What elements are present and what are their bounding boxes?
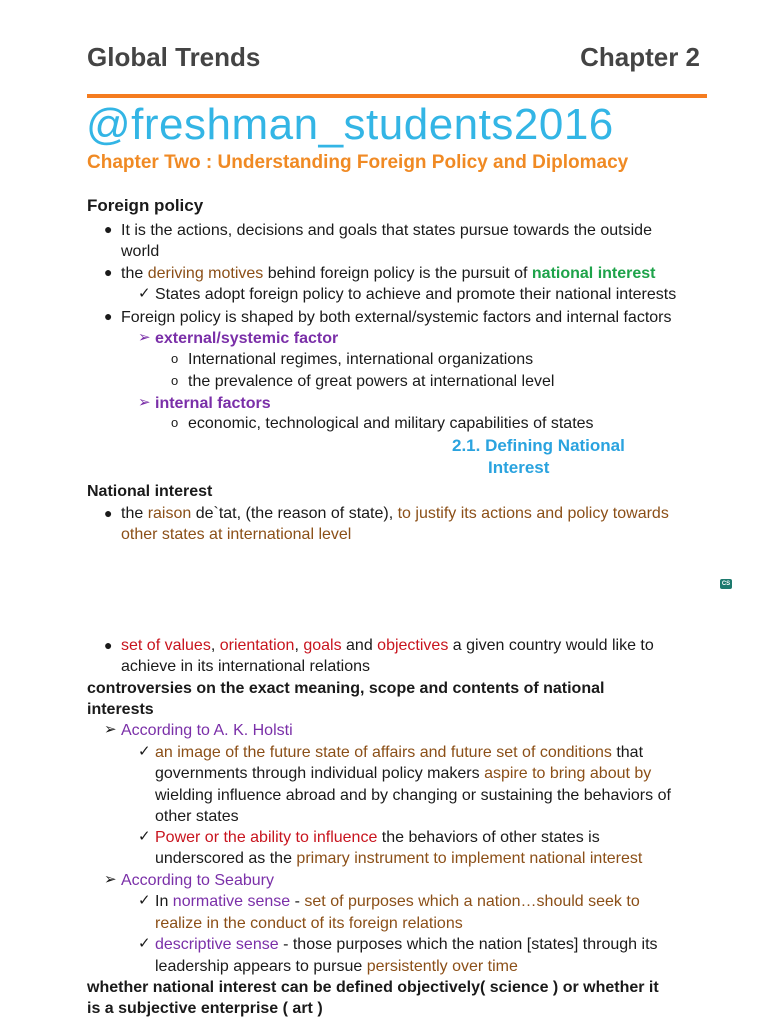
text-deriving-motives: deriving motives xyxy=(147,265,264,282)
text: the behaviors of other states is xyxy=(377,829,600,846)
sub-item xyxy=(155,934,658,955)
text: the xyxy=(121,505,148,522)
header-rule xyxy=(87,94,707,98)
scanner-logo: CS xyxy=(721,581,731,587)
text: a given country would like to xyxy=(448,637,654,654)
heading-controversies-cont: interests xyxy=(87,701,154,718)
text-objectives: objectives xyxy=(377,637,449,654)
sub-item-cont xyxy=(155,956,518,977)
bullet-icon: ● xyxy=(104,221,113,237)
list-item xyxy=(121,635,654,656)
header-title: Global Trends xyxy=(87,42,261,72)
list-item-cont: other states at international level xyxy=(121,526,352,543)
text: , xyxy=(294,637,304,654)
text: behind foreign policy is the pursuit of xyxy=(263,265,532,282)
text: an image of the future state of affairs and future set of conditions xyxy=(155,744,612,761)
checkmark-icon: ✓ xyxy=(138,892,151,909)
sub-item: States adopt foreign policy to achieve and promote their national interests xyxy=(155,286,677,303)
heading-controversies: controversies on the exact meaning, scope and contents of national xyxy=(87,680,605,697)
text: descriptive sense xyxy=(155,936,279,953)
checkmark-icon: ✓ xyxy=(138,743,151,760)
sub-item-cont: wielding influence abroad and by changing or sustaining the behaviors of xyxy=(155,787,671,804)
sub-item xyxy=(155,891,640,912)
text: In xyxy=(155,893,173,910)
sub-item-cont: realize in the conduct of its foreign relations xyxy=(155,915,463,932)
text-justify: to justify its actions and policy towards xyxy=(397,505,669,522)
circle-bullet-icon: o xyxy=(171,415,179,430)
text: and xyxy=(341,637,378,654)
subsection-heading-cont: Interest xyxy=(488,458,550,477)
arrowhead-icon: ➢ xyxy=(138,394,151,411)
text-goals: goals xyxy=(303,637,342,654)
arrowhead-icon: ➢ xyxy=(138,329,151,346)
bullet-icon: ● xyxy=(104,505,113,521)
heading-whether: whether national interest can be defined objectively( science ) or whether it xyxy=(87,979,659,996)
arrowhead-icon: ➢ xyxy=(104,871,117,888)
text-raison: raison xyxy=(147,505,192,522)
text: the xyxy=(121,265,148,282)
checkmark-icon: ✓ xyxy=(138,935,151,952)
checkmark-icon: ✓ xyxy=(138,828,151,845)
text-national-interest: national interest xyxy=(531,265,656,282)
text: set of purposes which a nation…should seek to xyxy=(304,893,640,910)
list-item: Foreign policy is shaped by both external/systemic factors and internal factors xyxy=(121,309,672,326)
text-orientation: orientation xyxy=(219,637,295,654)
sub-sub-item: economic, technological and military capabilities of states xyxy=(188,415,594,432)
sub-item-cont xyxy=(155,848,642,869)
list-item-cont: achieve in its international relations xyxy=(121,658,371,675)
list-item xyxy=(121,503,669,524)
sub-heading-external: external/systemic factor xyxy=(155,330,339,347)
text: , xyxy=(210,637,220,654)
text: - xyxy=(290,893,305,910)
watermark: @freshman_students2016 xyxy=(86,100,614,149)
section-heading-foreign-policy: Foreign policy xyxy=(87,196,204,215)
sub-item xyxy=(155,742,643,763)
list-item: It is the actions, decisions and goals that states pursue towards the outside xyxy=(121,222,652,239)
bullet-icon: ● xyxy=(104,308,113,324)
text: de`tat, (the reason of state), xyxy=(191,505,398,522)
circle-bullet-icon: o xyxy=(171,373,179,388)
list-item-cont: world xyxy=(121,243,160,260)
text: primary instrument to implement national interest xyxy=(296,850,643,867)
list-item xyxy=(121,263,655,284)
bullet-icon: ● xyxy=(104,637,113,653)
text: aspire to bring about by xyxy=(484,765,652,782)
text: Power or the ability to influence xyxy=(155,829,378,846)
subsection-heading: 2.1. Defining National xyxy=(452,436,625,455)
sub-heading-holsti: According to A. K. Holsti xyxy=(121,722,293,739)
text: - those purposes which the nation [states] through its xyxy=(278,936,658,953)
sub-item-cont xyxy=(155,763,651,784)
sub-heading-seabury: According to Seabury xyxy=(121,872,274,889)
arrowhead-icon: ➢ xyxy=(104,721,117,738)
circle-bullet-icon: o xyxy=(171,351,179,366)
sub-item-cont: other states xyxy=(155,808,239,825)
sub-heading-internal: internal factors xyxy=(155,395,271,412)
bullet-icon: ● xyxy=(104,264,113,280)
chapter-title: Chapter Two : Understanding Foreign Policy and Diplomacy xyxy=(87,152,629,173)
sub-sub-item: the prevalence of great powers at international level xyxy=(188,373,555,390)
text: persistently over time xyxy=(366,958,518,975)
text: leadership appears to pursue xyxy=(155,958,367,975)
sub-item xyxy=(155,827,600,848)
section-heading-national-interest: National interest xyxy=(87,483,213,500)
heading-whether-cont: is a subjective enterprise ( art ) xyxy=(87,1000,323,1017)
checkmark-icon: ✓ xyxy=(138,285,151,302)
text: that xyxy=(611,744,644,761)
text: underscored as the xyxy=(155,850,297,867)
text-values: set of values xyxy=(121,637,211,654)
text: normative sense xyxy=(172,893,291,910)
text: governments through individual policy makers xyxy=(155,765,485,782)
header-chapter: Chapter 2 xyxy=(580,42,700,72)
sub-sub-item: International regimes, international organizations xyxy=(188,351,534,368)
